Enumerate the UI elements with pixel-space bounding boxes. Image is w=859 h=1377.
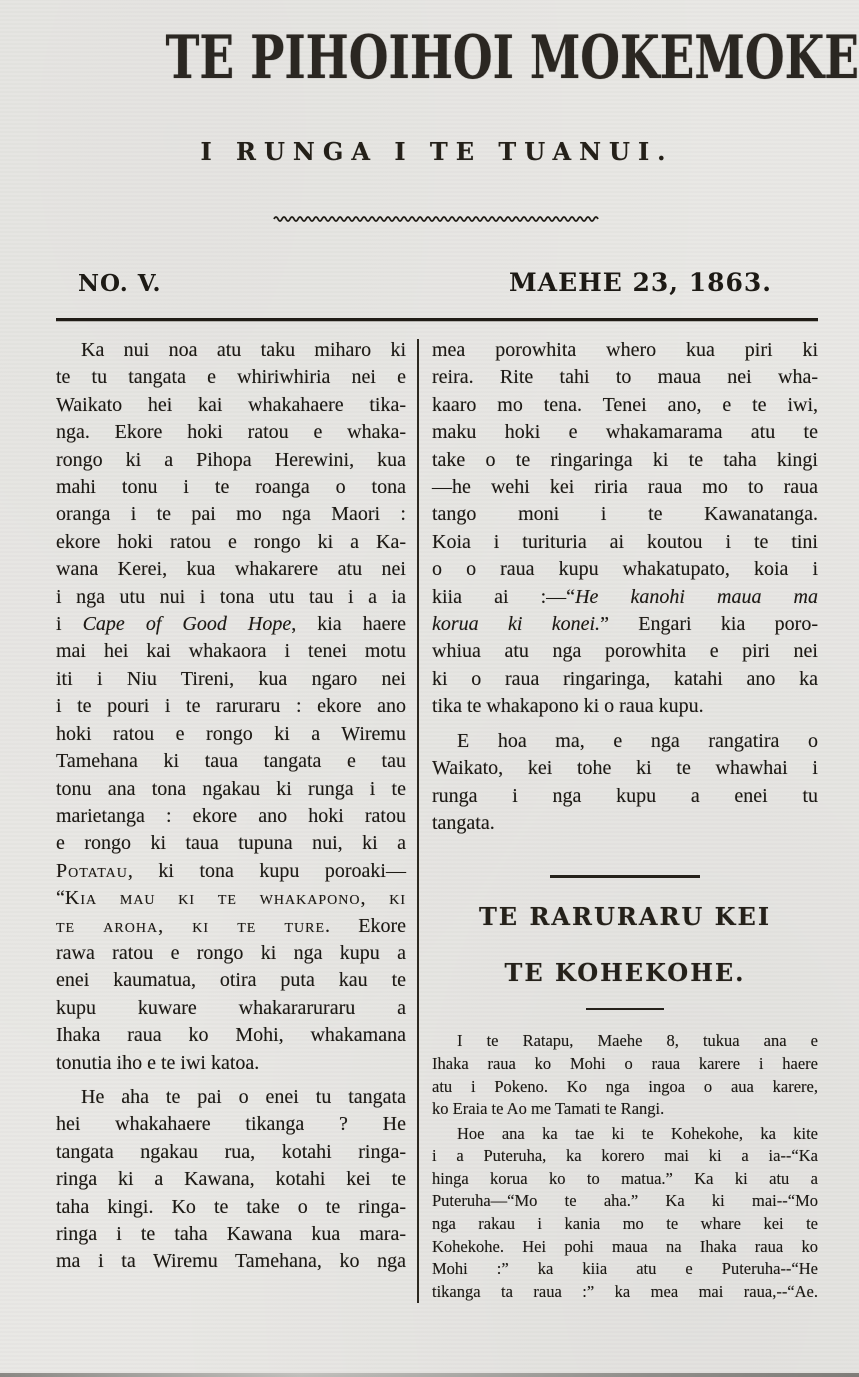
text-line: oranga i te pai mo nga Maori : <box>56 503 406 526</box>
issue-number: NO. V. <box>78 270 162 297</box>
header-rule <box>56 318 818 321</box>
section-title-line2: TE KOHEKOHE. <box>504 957 746 987</box>
text-line: “Kia mau ki te whakapono, ki <box>56 887 406 910</box>
section-body-text <box>432 1030 818 1303</box>
section-title-line1: TE RARURARU KEI <box>478 901 772 931</box>
text-line: mai hei kai whakaora i tenei motu <box>56 640 406 663</box>
text-line: taha kingi. Ko te take o te ringa- <box>56 1195 406 1218</box>
text-line: He aha te pai o enei tu tangata <box>81 1085 406 1108</box>
text-line: Ihaka raua ko Mohi o raua karere i haere <box>432 1053 818 1073</box>
column-divider <box>417 339 419 1303</box>
text-line: ringa ki a Kawana, kotahi kei te <box>56 1168 406 1191</box>
text-line: tangata ngakau rua, kotahi ringa- <box>56 1140 406 1163</box>
text-line: i a Puteruha, ka korero mai ki a ia--“Ka <box>432 1146 818 1166</box>
text-line: wana Kerei, kua whakarere atu nei <box>56 558 406 581</box>
text-line: atu i Pokeno. Ko nga ingoa o aua karere, <box>432 1076 818 1096</box>
paragraph <box>432 1030 818 1120</box>
issue-row <box>56 268 818 297</box>
text-line: runga i nga kupu a enei tu <box>432 784 818 807</box>
text-line: E hoa ma, e nga rangatira o <box>457 729 818 752</box>
text-line: ko Eraia te Ao me Tamati te Rangi. <box>432 1099 665 1119</box>
text-line: tikanga ta raua :” ka mea mai raua,--“Ae. <box>432 1281 818 1301</box>
text-line: e rongo ki taua tupuna nui, ki a <box>56 832 406 855</box>
text-line: i Cape of Good Hope, kia haere <box>56 613 406 636</box>
right-column-text <box>432 337 818 837</box>
text-line: Kohekohe. Hei pohi maua na Ihaka raua ko <box>432 1236 818 1256</box>
text-line: Waikato, kei tohe ki te whawhai i <box>432 757 818 780</box>
text-line: take o te ringaringa ki te taha kingi <box>432 448 818 471</box>
text-line: tonu ana tona ngakau ki runga i te <box>56 777 406 800</box>
text-line: te tu tangata e whiriwhiria nei e <box>56 366 406 389</box>
text-line: maku hoki e whakamarama atu te <box>432 421 818 444</box>
text-line: Mohi :” ka kiia atu e Puteruha--“He <box>432 1259 818 1279</box>
text-line: nga. Ekore hoki ratou e whaka- <box>56 421 406 444</box>
section-heading-block <box>432 875 818 1010</box>
text-line: nga rakau i kania mo te whare kei te <box>432 1214 818 1234</box>
paragraph <box>432 337 818 721</box>
text-line: hei whakahaere tikanga ? He <box>56 1113 406 1136</box>
masthead <box>56 23 859 226</box>
paragraph <box>56 337 406 1077</box>
text-line: —he wehi kei riria raua mo to raua <box>432 476 818 499</box>
text-line: Puteruha—“Mo te aha.” Ka ki mai--“Mo <box>432 1191 818 1211</box>
text-line: Hoe ana ka tae ki te Kohekohe, ka kite <box>457 1123 818 1143</box>
text-line: Ka nui noa atu taku miharo ki <box>81 339 406 361</box>
text-line: reira. Rite tahi to maua nei wha- <box>432 366 818 389</box>
text-line: enei kaumatua, otira puta kau te <box>56 969 406 992</box>
text-line: marietanga : ekore ano hoki ratou <box>56 804 406 827</box>
text-line: Tamehana ki taua tangata e tau <box>56 750 406 773</box>
text-line: iti i Niu Tireni, kua ngaro nei <box>56 667 406 690</box>
text-line: tango moni i te Kawanatanga. <box>432 503 818 526</box>
text-line: te aroha, ki te ture. Ekore <box>56 914 407 937</box>
paragraph <box>432 1123 818 1304</box>
text-line: ringa i te taha Kawana kua mara- <box>56 1223 406 1245</box>
text-line: korua ki konei.” Engari kia poro- <box>432 613 818 636</box>
text-line: Waikato hei kai whakahaere tika- <box>56 393 406 416</box>
text-line: Koia i turituria ai koutou i te tini <box>432 530 818 553</box>
right-column <box>432 337 818 1303</box>
text-line: hinga korua ko to matua.” Ka ki atu a <box>432 1168 818 1188</box>
text-line: ma i ta Wiremu Tamehana, ko nga <box>56 1250 406 1273</box>
text-line: tonutia iho e te iwi katoa. <box>56 1051 260 1074</box>
text-line: kaaro mo tena. Tenei ano, e te iwi, <box>432 393 818 416</box>
left-column <box>56 337 406 1303</box>
text-line: mea porowhita whero kua piri ki <box>432 339 818 361</box>
text-line: ki o raua ringaringa, katahi ano ka <box>432 667 818 690</box>
text-line: tika te whakapono ki o raua kupu. <box>432 695 704 718</box>
paragraph <box>56 1084 406 1276</box>
section-divider-bottom <box>586 1008 664 1011</box>
text-line: hoki ratou e rongo ki a Wiremu <box>56 722 406 745</box>
masthead-subtitle: I RUNGA I TE TUANUI. <box>200 137 674 166</box>
text-line: rongo ki a Pihopa Herewini, kua <box>56 448 406 471</box>
text-line: mahi tonu i te roanga o tona <box>56 476 406 499</box>
text-line: Potatau, ki tona kupu poroaki— <box>56 859 406 882</box>
text-line: rawa ratou e rongo ki nga kupu a <box>56 941 406 964</box>
text-line: i nga utu nui i tona utu tau i a ia <box>56 585 406 608</box>
text-line: kupu kuware whakararuraru a <box>56 996 406 1019</box>
issue-date: MAEHE 23, 1863. <box>509 268 772 297</box>
paragraph <box>432 728 818 838</box>
article-columns <box>56 337 818 1303</box>
text-line: whiua atu nga porowhita e piri nei <box>432 640 818 663</box>
text-line: Ihaka raua ko Mohi, whakamana <box>56 1024 406 1047</box>
text-line: tangata. <box>432 811 495 834</box>
masthead-title: TE PIHOIHOI MOKEMOKE <box>165 23 859 93</box>
text-line: o o raua kupu whakatupato, koia i <box>432 558 818 581</box>
text-line: kiia ai :—“He kanohi maua ma <box>432 585 819 608</box>
text-line: I te Ratapu, Maehe 8, tukua ana e <box>457 1031 818 1051</box>
text-line: i te pouri i te raruraru : ekore ano <box>56 695 406 718</box>
wavy-divider-icon <box>56 212 818 226</box>
section-divider-top <box>550 875 700 878</box>
scan-edge-artifact <box>0 1373 859 1377</box>
text-line: ekore hoki ratou e rongo ki a Ka- <box>56 530 406 553</box>
